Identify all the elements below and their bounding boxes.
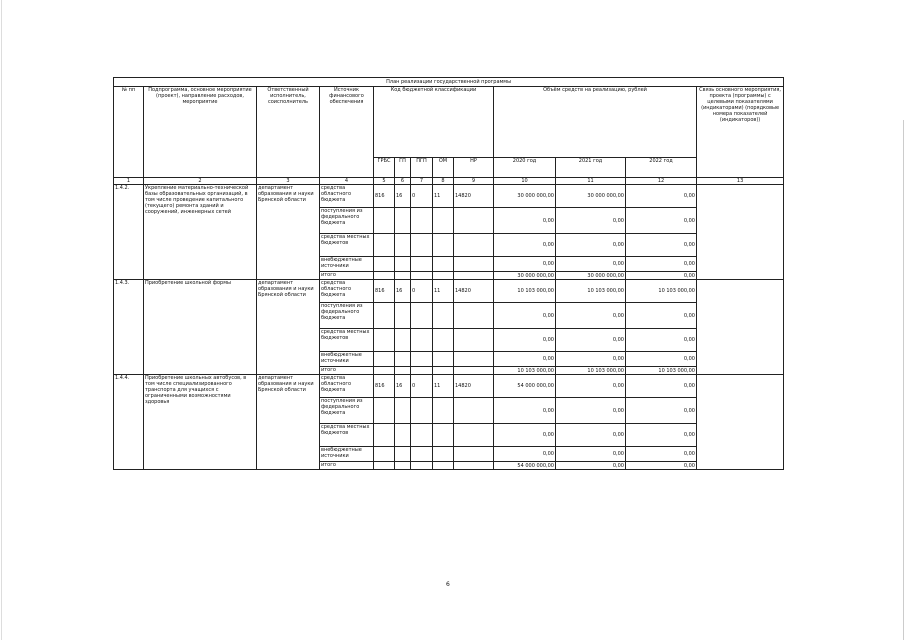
code-gp: 16 — [395, 280, 411, 303]
code-pgp — [411, 208, 433, 234]
header-nr: НР — [454, 158, 494, 178]
code-pgp — [411, 352, 433, 367]
code-grbs — [374, 462, 395, 470]
code-gp — [395, 257, 411, 272]
program-plan-table — [113, 77, 784, 470]
item-indicators — [697, 375, 784, 470]
code-gp — [395, 303, 411, 329]
code-nr — [454, 257, 494, 272]
header-pgp: ПГП — [411, 158, 433, 178]
item-executor: департамент образования и науки Брянской области — [257, 375, 320, 470]
code-grbs — [374, 257, 395, 272]
source-regional: средства областного бюджета — [320, 375, 374, 398]
code-grbs — [374, 303, 395, 329]
column-number: 12 — [626, 178, 697, 185]
code-gp — [395, 329, 411, 352]
code-om — [433, 424, 454, 447]
amount-2022: 0,00 — [626, 447, 697, 462]
amount-2022: 0,00 — [626, 208, 697, 234]
header-budget-code: Код бюджетной классификации — [374, 87, 494, 158]
code-gp: 16 — [395, 185, 411, 208]
header-grbs: ГРБС — [374, 158, 395, 178]
code-om: 11 — [433, 375, 454, 398]
code-om — [433, 329, 454, 352]
amount-2021: 10 103 000,00 — [556, 367, 626, 375]
code-pgp — [411, 424, 433, 447]
item-number: 1.4.2. — [114, 185, 144, 280]
item-executor: департамент образования и науки Брянской области — [257, 185, 320, 280]
amount-2022: 0,00 — [626, 303, 697, 329]
scan-edge-left — [1, 0, 2, 640]
code-pgp — [411, 272, 433, 280]
source-local: средства местных бюджетов — [320, 329, 374, 352]
code-grbs: 816 — [374, 185, 395, 208]
page-number: 6 — [446, 581, 450, 588]
code-gp: 16 — [395, 375, 411, 398]
code-gp — [395, 234, 411, 257]
code-nr — [454, 303, 494, 329]
header-om: ОМ — [433, 158, 454, 178]
scan-edge-right — [903, 120, 904, 640]
source-regional: средства областного бюджета — [320, 185, 374, 208]
amount-2020: 0,00 — [494, 329, 556, 352]
source-regional: средства областного бюджета — [320, 280, 374, 303]
code-pgp — [411, 329, 433, 352]
header-indicators: Связь основного мероприятия, проекта (программы) с целевыми показателями (индикаторами) (порядковые номера показателей (индикаторов)) — [697, 87, 784, 178]
amount-2021: 0,00 — [556, 398, 626, 424]
column-number: 2 — [144, 178, 257, 185]
item-executor: департамент образования и науки Брянской области — [257, 280, 320, 375]
amount-2022: 10 103 000,00 — [626, 367, 697, 375]
code-grbs — [374, 447, 395, 462]
amount-2022: 0,00 — [626, 424, 697, 447]
source-local: средства местных бюджетов — [320, 424, 374, 447]
header-2020: 2020 год — [494, 158, 556, 178]
code-pgp — [411, 367, 433, 375]
source-federal: поступления из федерального бюджета — [320, 208, 374, 234]
amount-2020: 0,00 — [494, 352, 556, 367]
column-number-row — [114, 178, 784, 185]
column-number: 4 — [320, 178, 374, 185]
amount-2022: 0,00 — [626, 329, 697, 352]
column-number: 7 — [411, 178, 433, 185]
header-program: Подпрограмма, основное мероприятие (проект), направление расходов, мероприятие — [144, 87, 257, 178]
table-row — [114, 375, 784, 398]
amount-2022: 0,00 — [626, 257, 697, 272]
table-title: План реализации государственной программы — [114, 78, 784, 87]
amount-2020: 0,00 — [494, 424, 556, 447]
code-grbs — [374, 367, 395, 375]
code-nr — [454, 272, 494, 280]
code-om — [433, 352, 454, 367]
code-gp — [395, 367, 411, 375]
source-extrabudget: внебюджетные источники — [320, 257, 374, 272]
amount-2020: 0,00 — [494, 303, 556, 329]
code-om: 11 — [433, 280, 454, 303]
code-nr — [454, 208, 494, 234]
source-federal: поступления из федерального бюджета — [320, 398, 374, 424]
amount-2021: 0,00 — [556, 352, 626, 367]
code-grbs — [374, 398, 395, 424]
amount-2020: 0,00 — [494, 447, 556, 462]
amount-2021: 0,00 — [556, 234, 626, 257]
header-volume: Объём средств на реализацию, рублей — [494, 87, 697, 158]
header-num: № пп — [114, 87, 144, 178]
code-pgp — [411, 303, 433, 329]
code-nr — [454, 462, 494, 470]
code-pgp: 0 — [411, 375, 433, 398]
amount-2021: 30 000 000,00 — [556, 185, 626, 208]
item-name: Укрепление материально-технической базы образовательных организаций, в том числе проведение капитального (текущего) ремонта зданий и сооружений, инженерных сетей — [144, 185, 257, 280]
amount-2020: 30 000 000,00 — [494, 272, 556, 280]
source-total: итого — [320, 272, 374, 280]
item-name: Приобретение школьной формы — [144, 280, 257, 375]
amount-2021: 10 103 000,00 — [556, 280, 626, 303]
amount-2021: 0,00 — [556, 447, 626, 462]
amount-2020: 30 000 000,00 — [494, 185, 556, 208]
code-gp — [395, 272, 411, 280]
code-grbs: 816 — [374, 375, 395, 398]
header-gp: ГП — [395, 158, 411, 178]
code-om — [433, 447, 454, 462]
source-extrabudget: внебюджетные источники — [320, 352, 374, 367]
code-om — [433, 208, 454, 234]
code-om — [433, 272, 454, 280]
header-source: Источник финансового обеспечения — [320, 87, 374, 178]
amount-2022: 0,00 — [626, 375, 697, 398]
amount-2022: 0,00 — [626, 185, 697, 208]
source-total: итого — [320, 367, 374, 375]
header-2022: 2022 год — [626, 158, 697, 178]
code-grbs — [374, 272, 395, 280]
amount-2022: 0,00 — [626, 398, 697, 424]
amount-2020: 0,00 — [494, 398, 556, 424]
amount-2021: 0,00 — [556, 303, 626, 329]
column-number: 13 — [697, 178, 784, 185]
code-gp — [395, 398, 411, 424]
code-nr: 14820 — [454, 375, 494, 398]
amount-2020: 54 000 000,00 — [494, 375, 556, 398]
code-om — [433, 257, 454, 272]
column-number: 8 — [433, 178, 454, 185]
amount-2021: 0,00 — [556, 462, 626, 470]
header-executor: Ответственный исполнитель, соисполнитель — [257, 87, 320, 178]
code-nr — [454, 367, 494, 375]
code-grbs — [374, 424, 395, 447]
table-row — [114, 185, 784, 208]
code-nr: 14820 — [454, 280, 494, 303]
item-indicators — [697, 280, 784, 375]
code-om — [433, 367, 454, 375]
code-gp — [395, 447, 411, 462]
code-nr — [454, 447, 494, 462]
code-grbs — [374, 208, 395, 234]
code-pgp: 0 — [411, 280, 433, 303]
source-total: итого — [320, 462, 374, 470]
code-om — [433, 234, 454, 257]
amount-2022: 0,00 — [626, 272, 697, 280]
item-name: Приобретение школьных автобусов, в том числе специализированного транспорта для учащихся с ограниченными возможностями здоровья — [144, 375, 257, 470]
code-om — [433, 462, 454, 470]
column-number: 9 — [454, 178, 494, 185]
amount-2021: 30 000 000,00 — [556, 272, 626, 280]
item-number: 1.4.4. — [114, 375, 144, 470]
code-pgp — [411, 447, 433, 462]
code-gp — [395, 424, 411, 447]
code-pgp — [411, 398, 433, 424]
amount-2022: 10 103 000,00 — [626, 280, 697, 303]
source-extrabudget: внебюджетные источники — [320, 447, 374, 462]
amount-2020: 0,00 — [494, 234, 556, 257]
code-nr — [454, 352, 494, 367]
source-federal: поступления из федерального бюджета — [320, 303, 374, 329]
header-2021: 2021 год — [556, 158, 626, 178]
code-gp — [395, 462, 411, 470]
code-gp — [395, 208, 411, 234]
code-pgp — [411, 462, 433, 470]
code-pgp: 0 — [411, 185, 433, 208]
code-nr — [454, 329, 494, 352]
amount-2021: 0,00 — [556, 375, 626, 398]
amount-2022: 0,00 — [626, 234, 697, 257]
amount-2021: 0,00 — [556, 329, 626, 352]
code-gp — [395, 352, 411, 367]
code-om: 11 — [433, 185, 454, 208]
code-pgp — [411, 257, 433, 272]
code-grbs — [374, 234, 395, 257]
code-nr: 14820 — [454, 185, 494, 208]
column-number: 1 — [114, 178, 144, 185]
amount-2021: 0,00 — [556, 257, 626, 272]
amount-2020: 10 103 000,00 — [494, 280, 556, 303]
column-number: 10 — [494, 178, 556, 185]
code-grbs: 816 — [374, 280, 395, 303]
column-number: 3 — [257, 178, 320, 185]
column-number: 11 — [556, 178, 626, 185]
item-number: 1.4.3. — [114, 280, 144, 375]
source-local: средства местных бюджетов — [320, 234, 374, 257]
amount-2021: 0,00 — [556, 424, 626, 447]
amount-2020: 54 000 000,00 — [494, 462, 556, 470]
code-nr — [454, 398, 494, 424]
column-number: 5 — [374, 178, 395, 185]
item-indicators — [697, 185, 784, 280]
amount-2021: 0,00 — [556, 208, 626, 234]
amount-2022: 0,00 — [626, 352, 697, 367]
amount-2020: 10 103 000,00 — [494, 367, 556, 375]
amount-2020: 0,00 — [494, 208, 556, 234]
amount-2020: 0,00 — [494, 257, 556, 272]
code-om — [433, 398, 454, 424]
column-number: 6 — [395, 178, 411, 185]
code-pgp — [411, 234, 433, 257]
table-row — [114, 280, 784, 303]
code-grbs — [374, 329, 395, 352]
code-nr — [454, 424, 494, 447]
amount-2022: 0,00 — [626, 462, 697, 470]
code-om — [433, 303, 454, 329]
code-nr — [454, 234, 494, 257]
code-grbs — [374, 352, 395, 367]
